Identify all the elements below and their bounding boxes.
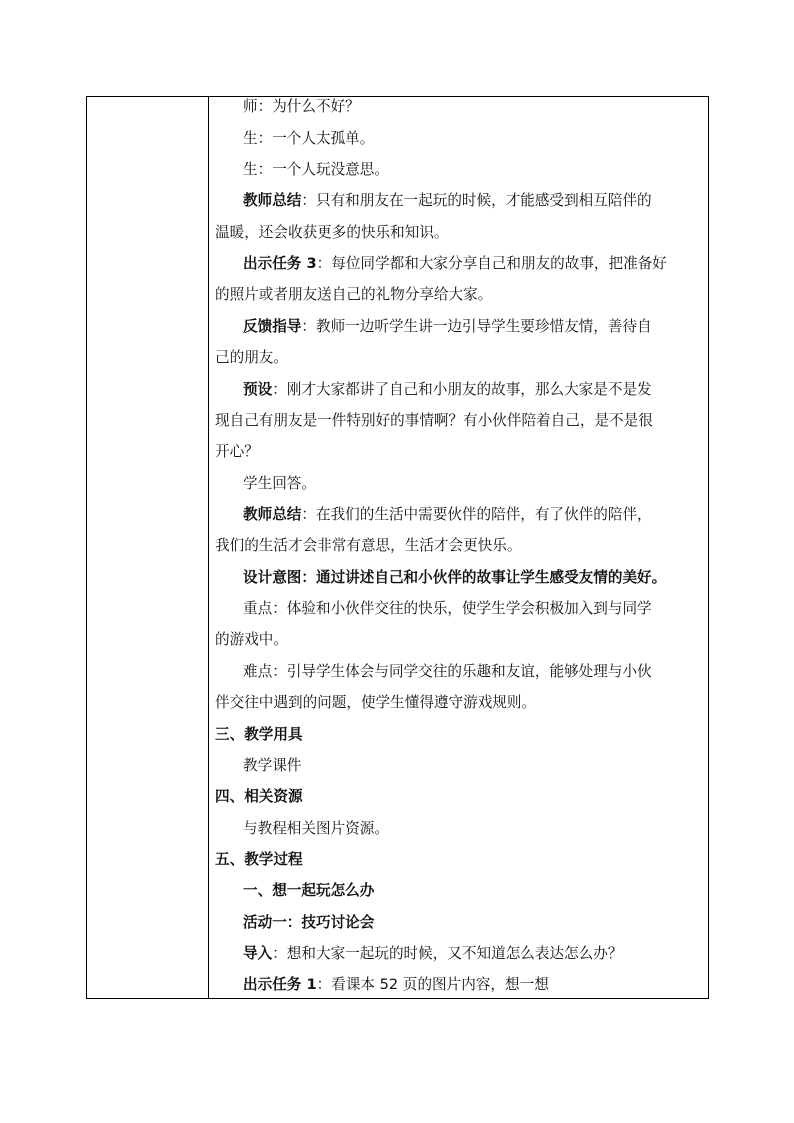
subsection-heading [243, 913, 374, 933]
text-line [243, 129, 374, 149]
section-heading [215, 787, 303, 807]
text-run: 教学课件 [243, 757, 302, 774]
text-line [243, 975, 549, 995]
text-line [215, 411, 653, 431]
text-run-bold: 设计意图：通过讲述自己和小伙伴的故事让学生感受友情的美好。 [243, 569, 667, 586]
text-run: 的照片或者朋友送自己的礼物分享给大家。 [215, 286, 493, 303]
text-line [215, 223, 449, 243]
text-line [243, 662, 652, 682]
text-run-bold: 三、教学用具 [215, 726, 303, 743]
text-run-bold: 出示任务 3 [243, 255, 317, 272]
text-line [243, 944, 622, 964]
text-line [243, 474, 316, 494]
text-line [215, 630, 288, 650]
text-line [243, 254, 667, 274]
text-run: 我们的生活才会非常有意思，生活才会更快乐。 [215, 537, 522, 554]
text-run: ：在我们的生活中需要伙伴的陪伴，有了伙伴的陪伴， [301, 506, 652, 523]
text-line [215, 536, 521, 556]
text-run: 伴交往中遇到的问题，使学生懂得遵守游戏规则。 [215, 694, 537, 711]
text-run: ：只有和朋友在一起玩的时候，才能感受到相互陪伴的 [301, 192, 652, 209]
text-run: ：每位同学都和大家分享自己和朋友的故事，把准备好 [316, 255, 667, 272]
text-line [243, 160, 389, 180]
text-run: 难点：引导学生体会与同学交往的乐趣和友谊，能够处理与小伙 [243, 663, 652, 680]
lesson-table [86, 96, 709, 999]
text-run: 现自己有朋友是一件特别好的事情啊？有小伙伴陪着自己，是不是很 [215, 412, 653, 429]
text-line [243, 317, 652, 337]
text-run: 师：为什么不好？ [243, 98, 360, 115]
text-run-bold: 教师总结 [243, 192, 302, 209]
text-line [243, 819, 389, 839]
text-run: 重点：体验和小伙伴交往的快乐，使学生学会积极加入到与同学 [243, 600, 652, 617]
text-run-bold: 五、教学过程 [215, 851, 303, 868]
text-line [215, 348, 288, 368]
text-line [243, 505, 652, 525]
text-run: 己的朋友。 [215, 349, 288, 366]
text-line [243, 599, 652, 619]
text-run-bold: 活动一：技巧讨论会 [243, 914, 375, 931]
text-run-bold: 教师总结 [243, 506, 302, 523]
text-run-bold: 预设 [243, 381, 273, 398]
text-run: 学生回答。 [243, 475, 316, 492]
text-run-bold: 出示任务 1 [243, 976, 317, 993]
subsection-heading [243, 881, 374, 901]
text-line [215, 693, 536, 713]
text-run: 温暖，还会收获更多的快乐和知识。 [215, 224, 449, 241]
lesson-content-cell [209, 97, 708, 998]
text-run: 生：一个人玩没意思。 [243, 161, 389, 178]
text-run: ：刚才大家都讲了自己和小朋友的故事，那么大家是不是发 [272, 381, 652, 398]
text-run: 与教程相关图片资源。 [243, 820, 389, 837]
text-line [243, 568, 666, 588]
section-heading [215, 725, 303, 745]
text-line [215, 442, 259, 462]
text-run: ：看课本 52 页的图片内容，想一想 [316, 976, 549, 993]
text-run: ：教师一边听学生讲一边引导学生要珍惜友情，善待自 [301, 318, 652, 335]
text-line [243, 380, 652, 400]
text-run-bold: 导入 [243, 945, 273, 962]
text-run-bold: 反馈指导 [243, 318, 302, 335]
text-run: 生：一个人太孤单。 [243, 130, 375, 147]
text-line [243, 191, 652, 211]
text-line [243, 756, 301, 776]
text-run-bold: 一、想一起玩怎么办 [243, 882, 375, 899]
text-run: ：想和大家一起玩的时候，又不知道怎么表达怎么办？ [272, 945, 623, 962]
text-run-bold: 四、相关资源 [215, 788, 303, 805]
text-run: 开心？ [215, 443, 259, 460]
text-line [215, 285, 492, 305]
text-line [243, 97, 360, 117]
text-run: 的游戏中。 [215, 631, 288, 648]
section-heading [215, 850, 303, 870]
